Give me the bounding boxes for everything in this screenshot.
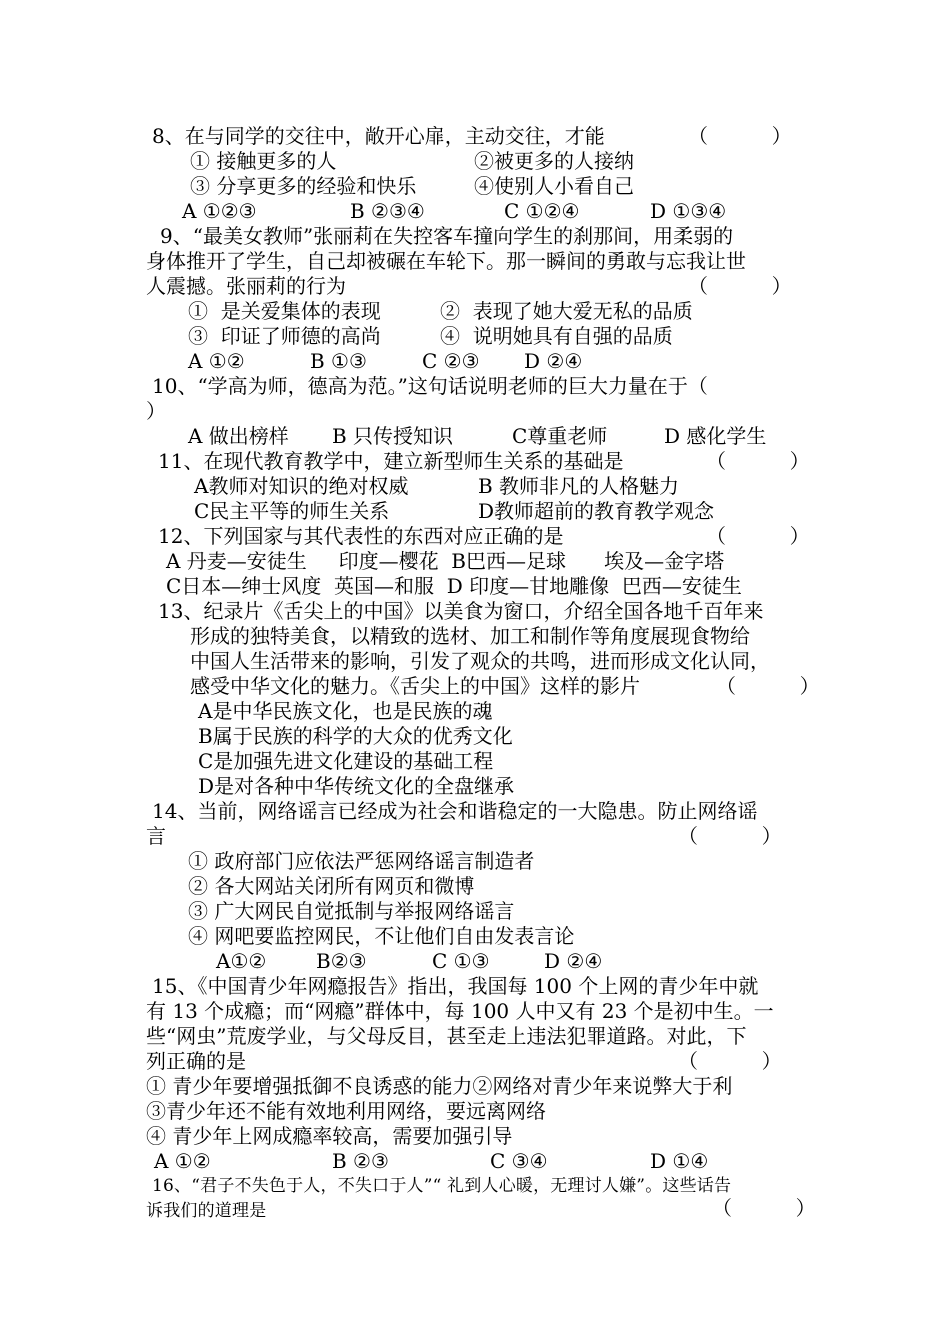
q10-choice-c: C尊重老师 — [512, 424, 608, 448]
q8-choice-b: B ②③④ — [350, 199, 425, 223]
q11-choice-b: B 教师非凡的人格魅力 — [478, 474, 680, 498]
q9-choice-d: D ②④ — [524, 349, 583, 373]
q16-line-1: 16、“君子不失色于人，不失口于人”“ 礼到人心暖，无理讨人嫌”。这些话告 — [152, 1176, 732, 1196]
q14-line-1: 14、当前，网络谣言已经成为社会和谐稳定的一大隐患。防止网络谣 — [152, 799, 758, 823]
q10-choice-a: A 做出榜样 — [188, 424, 289, 448]
q9-line-3: 人震撼。张丽莉的行为 — [146, 274, 346, 298]
q13-choice-a: A是中华民族文化，也是民族的魂 — [198, 699, 493, 723]
q13-line-1: 13、纪录片《舌尖上的中国》以美食为窗口，介绍全国各地千百年来 — [158, 599, 764, 623]
q10-choice-d: D 感化学生 — [664, 424, 767, 448]
q9-option-2: ② 表现了她大爱无私的品质 — [440, 299, 693, 323]
q13-choice-b: B属于民族的科学的大众的优秀文化 — [198, 724, 513, 748]
q16-answer-bracket: （ ） — [712, 1196, 816, 1220]
q13-line-4: 感受中华文化的魅力。《舌尖上的中国》这样的影片 — [190, 674, 640, 698]
q15-choice-b: B ②③ — [332, 1149, 389, 1173]
q14-choice-a: A①② — [216, 949, 267, 973]
q15-line-1: 15、《中国青少年网瘾报告》指出，我国每 100 个上网的青少年中就 — [152, 974, 759, 998]
q15-choice-d: D ①④ — [650, 1149, 709, 1173]
q15-choice-a: A ①② — [154, 1149, 211, 1173]
q9-answer-bracket: （ ） — [688, 274, 792, 298]
q10-line-1: 10、“学高为师，德高为范。”这句话说明老师的巨大力量在于（ — [152, 374, 708, 398]
q14-option-3: ③ 广大网民自觉抵制与举报网络谣言 — [188, 899, 515, 923]
q15-line-2: 有 13 个成瘾；而“网瘾”群体中，每 100 人中又有 23 个是初中生。一 — [146, 999, 774, 1023]
q8-option-4: ④使别人小看自己 — [474, 174, 634, 198]
q15-option-3: ③青少年还不能有效地利用网络，要远离网络 — [146, 1099, 546, 1123]
q11-choice-c: C民主平等的师生关系 — [194, 499, 390, 523]
q12-choices-row-2: C日本—绅士风度 英国—和服 D 印度—甘地雕像 巴西—安徒生 — [166, 574, 742, 598]
q13-line-3: 中国人生活带来的影响，引发了观众的共鸣，进而形成文化认同， — [190, 649, 770, 673]
q8-option-3: ③ 分享更多的经验和快乐 — [190, 174, 417, 198]
q8-answer-bracket: （ ） — [688, 124, 792, 148]
q12-answer-bracket: （ ） — [706, 524, 810, 548]
q8-choice-a: A ①②③ — [182, 199, 257, 223]
q9-option-3: ③ 印证了师德的高尚 — [188, 324, 381, 348]
q13-choice-d: D是对各种中华传统文化的全盘继承 — [198, 774, 515, 798]
q8-stem: 8、在与同学的交往中，敞开心扉，主动交往，才能 — [152, 124, 605, 148]
q9-choice-c: C ②③ — [422, 349, 480, 373]
q11-choice-a: A教师对知识的绝对权威 — [194, 474, 409, 498]
q14-option-2: ② 各大网站关闭所有网页和微博 — [188, 874, 475, 898]
q13-answer-bracket: （ ） — [716, 674, 820, 698]
q11-stem: 11、在现代教育教学中，建立新型师生关系的基础是 — [158, 449, 624, 473]
q9-option-4: ④ 说明她具有自强的品质 — [440, 324, 673, 348]
q14-choice-c: C ①③ — [432, 949, 490, 973]
q8-choice-d: D ①③④ — [650, 199, 727, 223]
q9-line-2: 身体推开了学生，自己却被碾在车轮下。那一瞬间的勇敢与忘我让世 — [146, 249, 746, 273]
q9-line-1: 9、“最美女教师”张丽莉在失控客车撞向学生的刹那间，用柔弱的 — [160, 224, 734, 248]
q16-line-2: 诉我们的道理是 — [146, 1201, 267, 1221]
q9-choice-b: B ①③ — [310, 349, 367, 373]
q14-choice-d: D ②④ — [544, 949, 603, 973]
q11-answer-bracket: （ ） — [706, 449, 810, 473]
q12-stem: 12、下列国家与其代表性的东西对应正确的是 — [158, 524, 564, 548]
q8-choice-c: C ①②④ — [504, 199, 580, 223]
q10-choice-b: B 只传授知识 — [332, 424, 454, 448]
q12-choices-row-1: A 丹麦—安徒生 印度—樱花 B巴西—足球 埃及—金字塔 — [166, 549, 725, 573]
q15-choice-c: C ③④ — [490, 1149, 548, 1173]
q10-line-2: ） — [146, 399, 166, 423]
q9-option-1: ① 是关爱集体的表现 — [188, 299, 381, 323]
q14-answer-bracket: （ ） — [678, 824, 782, 848]
q11-choice-d: D教师超前的教育教学观念 — [478, 499, 715, 523]
q14-line-2: 言 — [146, 824, 166, 848]
q14-option-4: ④ 网吧要监控网民，不让他们自由发表言论 — [188, 924, 575, 948]
q15-answer-bracket: （ ） — [678, 1049, 782, 1073]
q13-line-2: 形成的独特美食，以精致的选材、加工和制作等角度展现食物给 — [190, 624, 750, 648]
q14-choice-b: B②③ — [316, 949, 367, 973]
q15-line-3: 些“网虫”荒废学业，与父母反目，甚至走上违法犯罪道路。对此，下 — [146, 1024, 747, 1048]
q14-option-1: ① 政府部门应依法严惩网络谣言制造者 — [188, 849, 535, 873]
q15-option-4: ④ 青少年上网成瘾率较高，需要加强引导 — [146, 1124, 513, 1148]
q15-option-1-2: ① 青少年要增强抵御不良诱惑的能力②网络对青少年来说弊大于利 — [146, 1074, 733, 1098]
q15-line-4: 列正确的是 — [146, 1049, 246, 1073]
q9-choice-a: A ①② — [188, 349, 245, 373]
q8-option-1: ① 接触更多的人 — [190, 149, 337, 173]
q13-choice-c: C是加强先进文化建设的基础工程 — [198, 749, 494, 773]
q8-option-2: ②被更多的人接纳 — [474, 149, 634, 173]
